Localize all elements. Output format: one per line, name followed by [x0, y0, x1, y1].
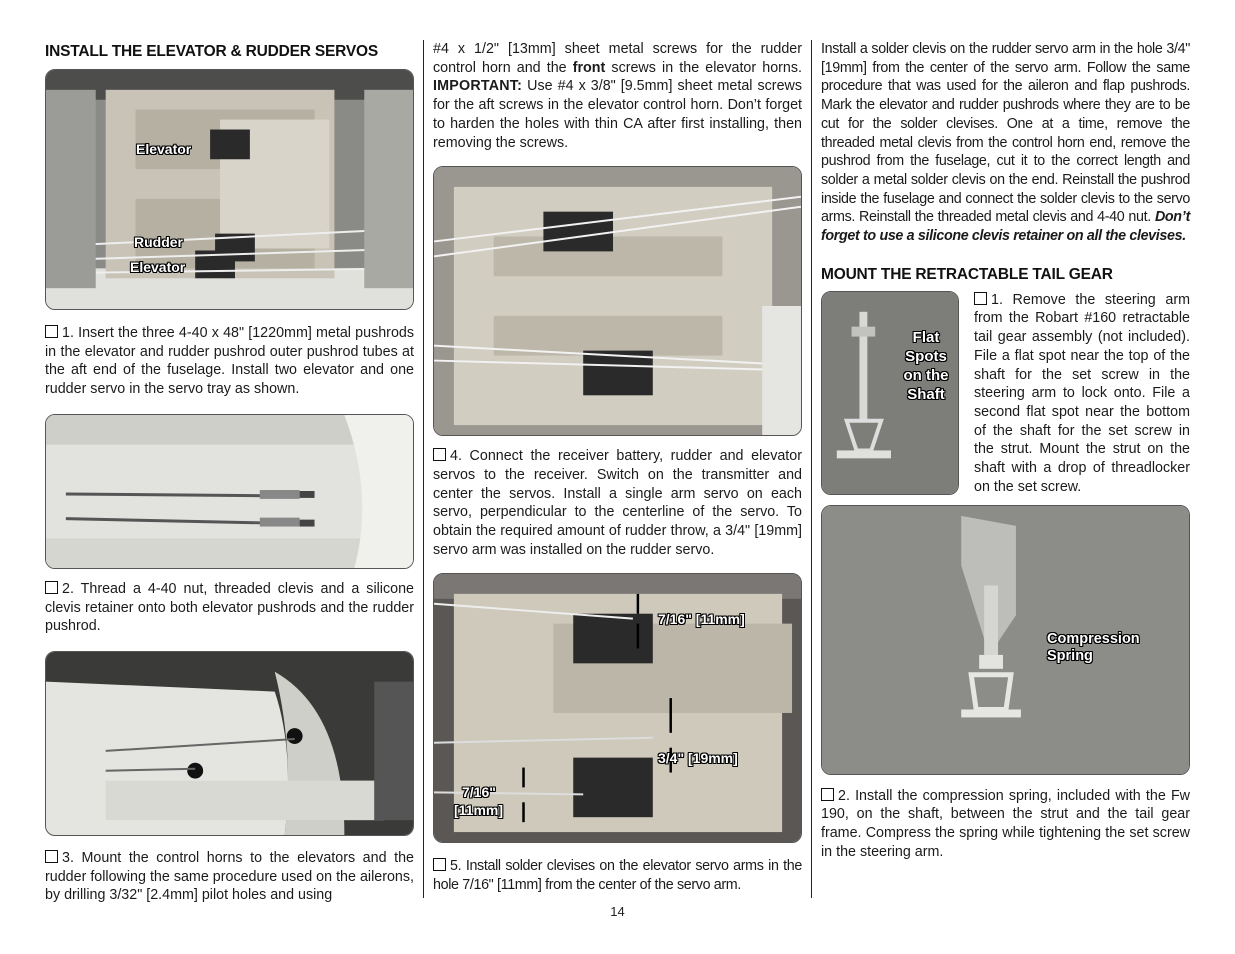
step-1-remove-steering-arm: 1. Remove the steering arm from the Robart #160 retractable tail gear assembly (not included). File a flat spot near the top of the shaft for the set screw in the steering arm to lock onto. File a second flat spot near the bottom of the shaft for the set screw in the strut. Mount the strut on the shaft with a drop of threadlocker on the set screw. [974, 291, 1190, 495]
servo-tray-image [46, 70, 413, 309]
page-number: 14 [610, 904, 625, 919]
servos-centered-image [434, 167, 801, 435]
important-label: IMPORTANT: [433, 78, 523, 95]
photo-flat-spots [821, 291, 959, 495]
control-horn-image [46, 652, 413, 835]
photo-clevises [45, 414, 414, 569]
label-elevator-bottom: Elevator [130, 259, 186, 275]
step-5-solder-clevises: 5. Install solder clevises on the elevator servo arms in the hole 7/16" [11mm] from the center of the servo arm. [433, 858, 802, 894]
checkbox[interactable] [433, 858, 446, 871]
step-4-connect: 4. Connect the receiver battery, rudder and elevator servos to the receiver. Switch on the transmitter and center the servos. Install a single arm servo on each servo, perpendicular to the centerline of the servo. To obtain the required amount of rudder throw, a 3/4" [19mm] servo arm was installed on the rudder servo. [433, 448, 802, 558]
column-2 [433, 40, 802, 895]
photo-control-horns [45, 651, 414, 836]
label-flat-spots: Flat Spots on the Shaft [903, 328, 949, 403]
photo-servos-centered [433, 166, 802, 436]
clevis-image [46, 415, 413, 568]
section-heading-servos: INSTALL THE ELEVATOR & RUDDER SERVOS [45, 43, 378, 60]
label-rudder: Rudder [134, 234, 183, 250]
step-1-pushrods: 1. Insert the three 4-40 x 48" [1220mm] metal pushrods in the elevator and rudder pushrod outer pushrod tubes at the aft end of the fuselage. Install two elevator and one rudder servo in the servo tray as shown. [45, 325, 414, 398]
step-3-control-horns: 3. Mount the control horns to the elevators and the rudder following the same procedure used on the ailerons, by drilling 3/32" [2.4mm] pilot holes and using [45, 849, 414, 904]
section-heading-tail-gear: MOUNT THE RETRACTABLE TAIL GEAR [821, 265, 1113, 283]
photo-servo-arms [433, 573, 802, 843]
column-divider [811, 40, 812, 898]
checkbox[interactable] [45, 325, 58, 338]
label-7-16-bottom: 7/16" [462, 784, 496, 801]
label-elevator-top: Elevator [136, 141, 192, 157]
step-2-install-spring: 2. Install the compression spring, included with the Fw 190, on the shaft, between the strut and the tail gear frame. Compress the spring while tightening the set screw in the steering arm. [821, 787, 1190, 860]
checkbox[interactable] [974, 292, 987, 305]
checkbox[interactable] [45, 581, 58, 594]
label-7-16-top: 7/16" [11mm] [658, 611, 745, 628]
photo-compression-spring [821, 505, 1190, 775]
tail-gear-step-1 [821, 291, 1190, 497]
photo-servo-tray [45, 69, 414, 310]
label-11mm-bottom: [11mm] [454, 802, 504, 819]
checkbox[interactable] [45, 850, 58, 863]
step-3-continued: #4 x 1/2" [13mm] sheet metal screws for the rudder control horn and the front screws in the elevator horns. IMPORTANT: Use #4 x 3/8" [9.5mm] sheet metal screws for the aft screws in the elevator control horn. Don’t forget to harden the holes with thin CA after first installing, then removing the screws. [433, 41, 802, 151]
column-1 [45, 40, 414, 905]
clevis-retainer-warning: Don’t forget to use a silicone clevis retainer on all the clevises. [821, 209, 1190, 245]
checkbox[interactable] [433, 448, 446, 461]
step-5-continued: Install a solder clevis on the rudder servo arm in the hole 3/4" [19mm] from the center of the servo arm. Follow the same procedure that was used for the aileron and flap pushrods. Mark the elevator and rudder pushrods where they are to be cut for the solder clevises. One at a time, remove the threaded metal clevis from the control horn end, remove the pushrod from the fuselage, cut it to the correct length and solder a metal solder clevis on the end. Reinstall the pushrod inside the fuselage and connect the solder clevis to the servo arms. Reinstall the threaded metal clevis and 4-40 nut. Don’t forget to use a silicone clevis retainer on all the clevises. [821, 41, 1190, 245]
column-3 [821, 40, 1190, 862]
step-2-clevis: 2. Thread a 4-40 nut, threaded clevis and a silicone clevis retainer onto both elevator pushrods and the rudder pushrod. [45, 580, 414, 635]
checkbox[interactable] [821, 788, 834, 801]
column-divider [423, 40, 424, 898]
label-3-4: 3/4" [19mm] [658, 750, 738, 767]
label-compression-spring: Compression Spring [1047, 630, 1140, 664]
